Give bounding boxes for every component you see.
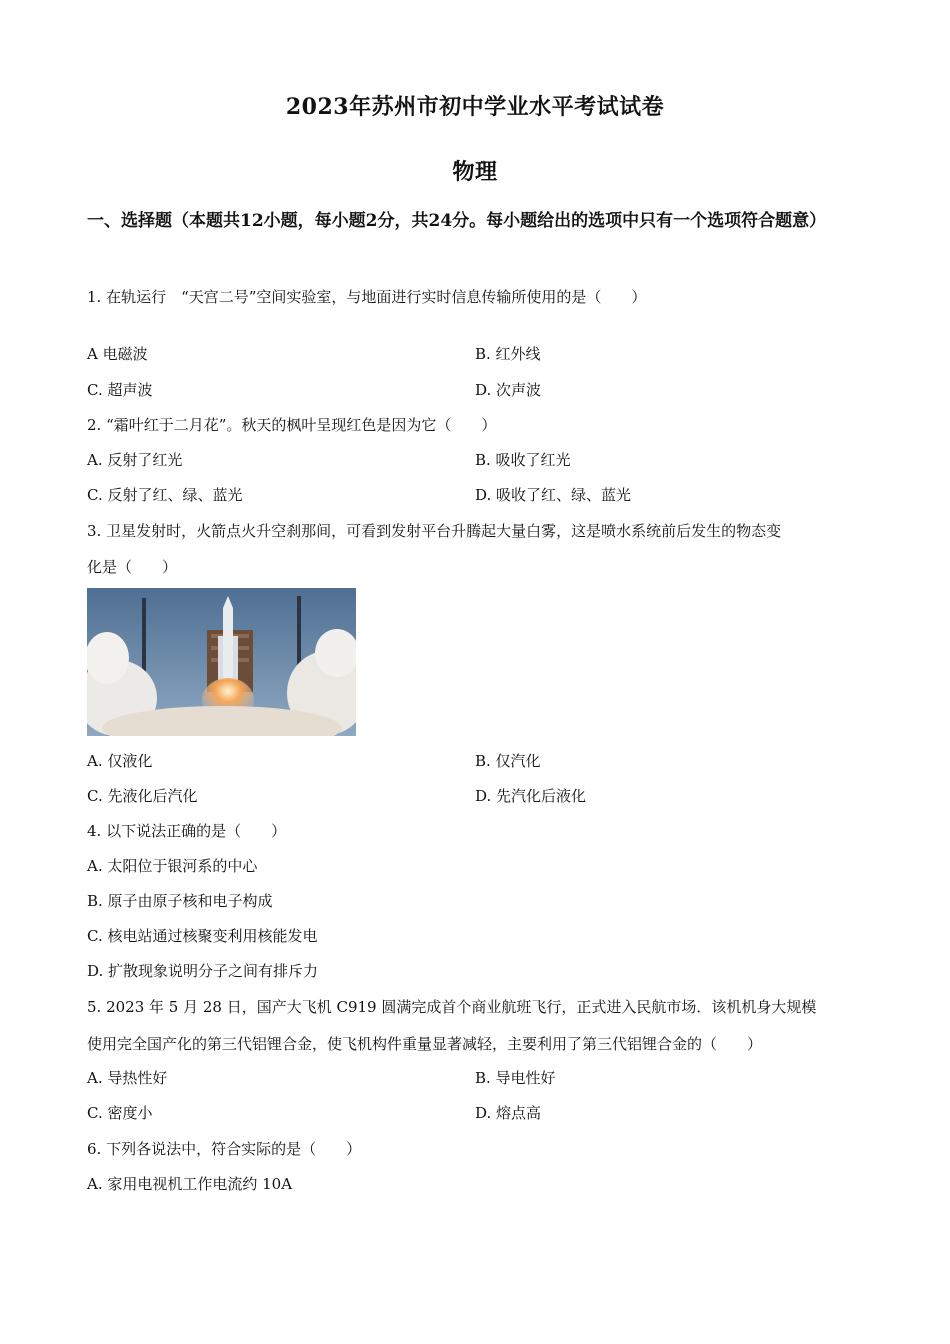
question-1-stem: 1. 在轨运行 “天宫二号”空间实验室，与地面进行实时信息传输所使用的是（ ） — [87, 288, 647, 306]
q1-option-b: B. 红外线 — [475, 345, 541, 363]
exam-title: 2023年苏州市初中学业水平考试试卷 — [285, 94, 665, 120]
q2-option-b: B. 吸收了红光 — [475, 451, 571, 469]
rocket-launch-image — [87, 588, 356, 736]
question-2-stem: 2. “霜叶红于二月花”。秋天的枫叶呈现红色是因为它（ ） — [87, 416, 497, 434]
q1-option-d: D. 次声波 — [475, 381, 542, 399]
q1-option-a: A 电磁波 — [87, 345, 148, 363]
q4-option-b: B. 原子由原子核和电子构成 — [87, 892, 273, 910]
q2-option-a: A. 反射了红光 — [87, 451, 183, 469]
q1-option-c: C. 超声波 — [87, 381, 153, 399]
q3-option-a: A. 仅液化 — [87, 752, 153, 770]
q2-option-d: D. 吸收了红、绿、蓝光 — [475, 486, 632, 504]
q5-option-c: C. 密度小 — [87, 1104, 153, 1122]
q6-option-a: A. 家用电视机工作电流约 10A — [87, 1175, 293, 1193]
question-6-stem: 6. 下列各说法中，符合实际的是（ ） — [87, 1140, 362, 1158]
section-heading: 一、选择题（本题共12小题，每小题2分，共24分。每小题给出的选项中只有一个选项符合题意） — [87, 211, 827, 231]
question-3-stem-line2: 化是（ ） — [87, 558, 178, 576]
question-3-stem-line1: 3. 卫星发射时，火箭点火升空刹那间，可看到发射平台升腾起大量白雾，这是喷水系统前后发生的物态变 — [87, 522, 782, 540]
question-5-stem-line2: 使用完全国产化的第三代铝锂合金，使飞机构件重量显著减轻，主要利用了第三代铝锂合金的（ ） — [87, 1035, 763, 1053]
q3-option-c: C. 先液化后汽化 — [87, 787, 198, 805]
q5-option-d: D. 熔点高 — [475, 1104, 542, 1122]
q3-option-d: D. 先汽化后液化 — [475, 787, 587, 805]
q4-option-d: D. 扩散现象说明分子之间有排斥力 — [87, 962, 319, 980]
q3-option-b: B. 仅汽化 — [475, 752, 541, 770]
question-4-stem: 4. 以下说法正确的是（ ） — [87, 822, 287, 840]
q5-option-b: B. 导电性好 — [475, 1069, 556, 1087]
q5-option-a: A. 导热性好 — [87, 1069, 168, 1087]
q2-option-c: C. 反射了红、绿、蓝光 — [87, 486, 243, 504]
subject-title: 物理 — [452, 159, 498, 185]
q4-option-c: C. 核电站通过核聚变利用核能发电 — [87, 927, 318, 945]
question-5-stem-line1: 5. 2023 年 5 月 28 日，国产大飞机 C919 圆满完成首个商业航班飞行，正式进入民航市场．该机机身大规模 — [87, 998, 817, 1016]
q4-option-a: A. 太阳位于银河系的中心 — [87, 857, 258, 875]
